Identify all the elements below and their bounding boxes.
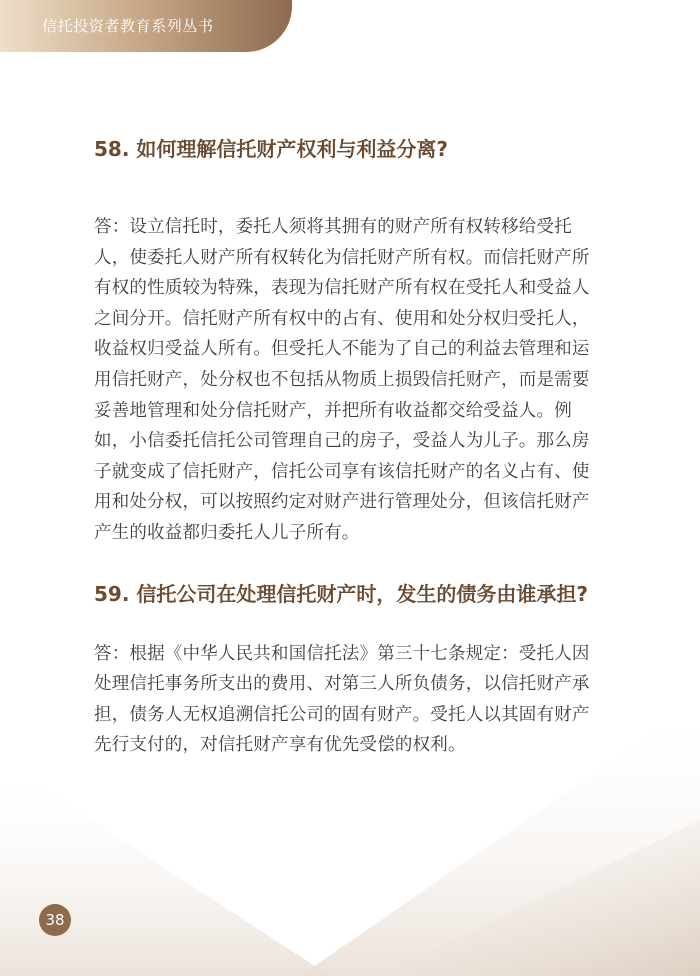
series-title: 信托投资者教育系列丛书 — [42, 17, 214, 35]
question-59-answer: 答：根据《中华人民共和国信托法》第三十七条规定：受托人因处理信托事务所支出的费用、对第三人所负债务，以信托财产承担，债务人无权追溯信托公司的固有财产。受托人以其固有财产先行支付的，对信托财产享有优先受偿的权利。 — [94, 643, 590, 756]
question-58-answer: 答：设立信托时，委托人须将其拥有的财产所有权转移给受托人，使委托人财产所有权转化为信托财产所有权。而信托财产所有权的性质较为特殊，表现为信托财产所有权在受托人和受益人之间分开。信托财产所有权中的占有、使用和处分权归受托人，收益权归受益人所有。但受托人不能为了自己的利益去管理和运用信托财产，处分权也不包括从物质上损毁信托财产，而是需要妥善地管理和处分信托财产，并把所有收益都交给受益人。例如，小信委托信托公司管理自己的房子，受益人为儿子。那么房子就变成了信托财产，信托公司享有该信托财产的名义占有、使用和处分权，可以按照约定对财产进行管理处分，但该信托财产产生的收益都归委托人儿子所有。 — [94, 217, 590, 543]
question-59-title: 59. 信托公司在处理信托财产时，发生的债务由谁承担? — [94, 581, 588, 606]
question-58-title: 58. 如何理解信托财产权利与利益分离? — [94, 137, 448, 161]
header-tab — [0, 0, 292, 52]
page-number: 38 — [45, 911, 65, 929]
page-number-badge — [39, 904, 71, 936]
page-content — [94, 134, 594, 761]
